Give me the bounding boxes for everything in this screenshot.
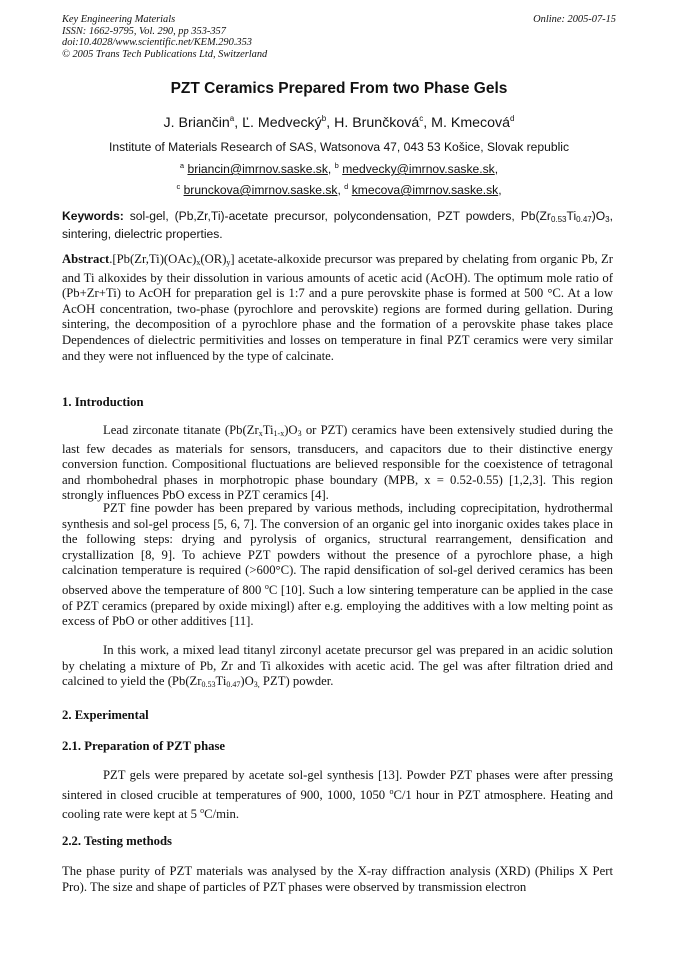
- author-mark: d: [510, 114, 515, 123]
- keywords-label: Keywords:: [62, 209, 124, 223]
- intro-paragraph: [62, 423, 613, 504]
- email-link[interactable]: medvecky@imrnov.saske.sk: [342, 162, 495, 176]
- email-line: $^a$ briancin@imrnov.saske.sk, $^b$ medvecky@imrnov.saske.sk,: [179, 161, 499, 176]
- paper-title: PZT Ceramics Prepared From two Phase Gels: [170, 80, 508, 97]
- intro-paragraph: [62, 643, 613, 693]
- affiliation: Institute of Materials Research of SAS, Watsonova 47, 043 53 Košice, Slovak republic: [108, 140, 570, 154]
- journal-doi: doi:10.4028/www.scientific.net/KEM.290.353: [62, 37, 252, 49]
- subsection-heading-testing: 2.2. Testing methods: [62, 834, 172, 848]
- author-mark: c: [419, 114, 424, 123]
- author-name: J. Briančin: [163, 115, 230, 131]
- subscript: x: [258, 429, 263, 438]
- subscript: 0.53: [550, 215, 567, 224]
- author-name: Ľ. Medvecký: [242, 115, 322, 131]
- paragraph-text: Lead zirconate titanate (Pb(Zr: [103, 423, 259, 437]
- keywords-text: sol-gel, (Pb,Zr,Ti)-acetate precursor, polycondensation, PZT powders,: [129, 209, 515, 223]
- email-mark: d: [344, 182, 349, 191]
- intro-paragraph: [62, 501, 613, 630]
- paragraph-text: C [10]. Such a low sintering temperature can be applied in the case of PZT ceramics (prepared by oxide mixingl) after e.g. employing the additives with a low melting point as excess of PbO or other additives [11].: [62, 583, 613, 629]
- paragraph-text: )O: [240, 674, 254, 689]
- keywords-text: , sintering, dielectric properties.: [62, 209, 613, 241]
- paragraph-text: )O: [284, 423, 298, 437]
- abstract-formula: (OR): [200, 252, 227, 266]
- testing-paragraph: The phase purity of PZT materials was analysed by the X-ray diffraction analysis (XRD) (Philips X Pert Pro). The size and shape of particles of PZT phases were observed by transmission electron: [62, 864, 613, 894]
- paragraph-text: or PZT) ceramics have been extensively studied during the last few decades as materials for sensors, transducers, and capacitors due to their distinctive energy conversion function. Compositional fluctuations are believed responsible for the coexistence of tetragonal and rhombohedral phases in morphotropic phase boundary (MPB, x = 0.52-0.55) [1,2,3]. This region strongly influences PbO excess in PZT ceramics [4].: [62, 423, 613, 503]
- email-line: $^c$ brunckova@imrnov.saske.sk, $^d$ kmecova@imrnov.saske.sk,: [176, 182, 502, 197]
- degree-mark: o: [264, 581, 269, 591]
- abstract-formula: .[Pb(Zr,Ti)(OAc): [109, 252, 197, 266]
- keywords: [62, 209, 613, 242]
- author-name: M. Kmecová: [431, 115, 510, 131]
- subsection-heading-preparation: 2.1. Preparation of PZT phase: [62, 739, 226, 753]
- author-mark: a: [229, 114, 235, 123]
- keywords-formula: )O: [591, 209, 606, 223]
- subscript: 3,: [253, 680, 260, 690]
- paragraph-text: In this work, a mixed lead titanyl zirconyl acetate precursor gel was prepared in an acidic solution by chelating a mixture of Pb, Zr and Ti alkoxides with acetic acid. The gel was after filtration dried and calcined to yield the (Pb(Zr: [62, 643, 613, 689]
- subscript: y: [226, 258, 231, 267]
- preparation-paragraph: [62, 768, 613, 823]
- paragraph-text: PZT gels were prepared by acetate sol-gel synthesis [13]. Powder PZT phases were after pressing sintered in closed crucible at temperatures of 900, 1000, 1050: [62, 768, 613, 802]
- paragraph-text: C/1 hour in PZT atmosphere. Heating and cooling rate were kept at 5: [62, 787, 614, 822]
- journal-issn: ISSN: 1662-9795, Vol. 290, pp 353-357: [62, 25, 226, 37]
- subscript: 3: [605, 215, 610, 224]
- paragraph-text: Ti: [262, 423, 274, 437]
- paragraph-text: Ti: [215, 674, 227, 689]
- email-link[interactable]: kmecova@imrnov.saske.sk: [351, 183, 499, 197]
- keywords-formula: Ti: [566, 209, 577, 223]
- subscript: 0.53: [201, 680, 216, 690]
- degree-mark: o: [389, 786, 394, 796]
- section-heading-experimental: 2. Experimental: [62, 708, 149, 722]
- journal-name: Key Engineering Materials: [62, 14, 176, 25]
- keywords-formula: Pb(Zr: [520, 209, 551, 223]
- email-mark: a: [179, 161, 185, 170]
- author-list: J. Briančin$^a$, Ľ. Medvecký$^b$, H. Brunčková$^c$, M. Kmecová$^d$: [163, 114, 515, 131]
- subscript: 1-x: [273, 429, 285, 438]
- degree-mark: o: [200, 806, 205, 816]
- email-mark: c: [176, 182, 181, 191]
- section-heading-introduction: 1. Introduction: [62, 395, 144, 409]
- paragraph-text: PZT) powder.: [259, 674, 334, 689]
- abstract-text: ] acetate-alkoxide precursor was prepared by chelating from organic Pb, Zr and Ti alkoxides by their dissolution in various amounts of acetic acid (AcOH). The optimum mole ratio of (Pb+Zr+Ti) to AcOH for preparation gel is 1:7 and a pure perovskite phase is formed at 500 °C. At a low AcOH concentration, two-phase (pyrochlore and perovskite) regions are formed during gellation. During sintering, the decomposition of a pyrochlore phase and the formation of a perovskite phase takes place Dependences of dielectric permitivities and losses on temperature in final PZT ceramics were very similar and they were not influenced by the type of calcinate.: [62, 252, 613, 363]
- subscript: 3: [297, 429, 302, 438]
- subscript: 0.47: [576, 215, 592, 224]
- email-link[interactable]: briancin@imrnov.saske.sk: [187, 162, 328, 176]
- paragraph-text: C/min.: [204, 807, 240, 822]
- author-mark: b: [321, 114, 327, 123]
- online-date: Online: 2005-07-15: [533, 14, 616, 25]
- author-name: H. Brunčková: [334, 115, 420, 131]
- email-link[interactable]: brunckova@imrnov.saske.sk: [183, 183, 338, 197]
- email-mark: b: [334, 161, 339, 170]
- abstract: [62, 252, 613, 364]
- abstract-label: Abstract: [62, 252, 110, 266]
- subscript: 0.47: [226, 680, 241, 690]
- subscript: x: [196, 258, 201, 267]
- journal-header: [62, 14, 616, 60]
- journal-copyright: © 2005 Trans Tech Publications Ltd, Switzerland: [62, 48, 268, 60]
- paragraph-text: PZT fine powder has been prepared by various methods, including coprecipitation, hydrothermal synthesis and sol-gel process [5, 6, 7]. The conversion of an organic gel into inorganic oxides takes place in the following steps: drying and pyrolysis of organics, structural rearrangement, densification and crystallization [8, 9]. To achieve PZT powders without the presence of a pyrochlore phase, a high calcination temperature is required (>600°C). The rapid densification of sol-gel derived ceramics has been observed above the temperature of 800: [62, 501, 613, 598]
